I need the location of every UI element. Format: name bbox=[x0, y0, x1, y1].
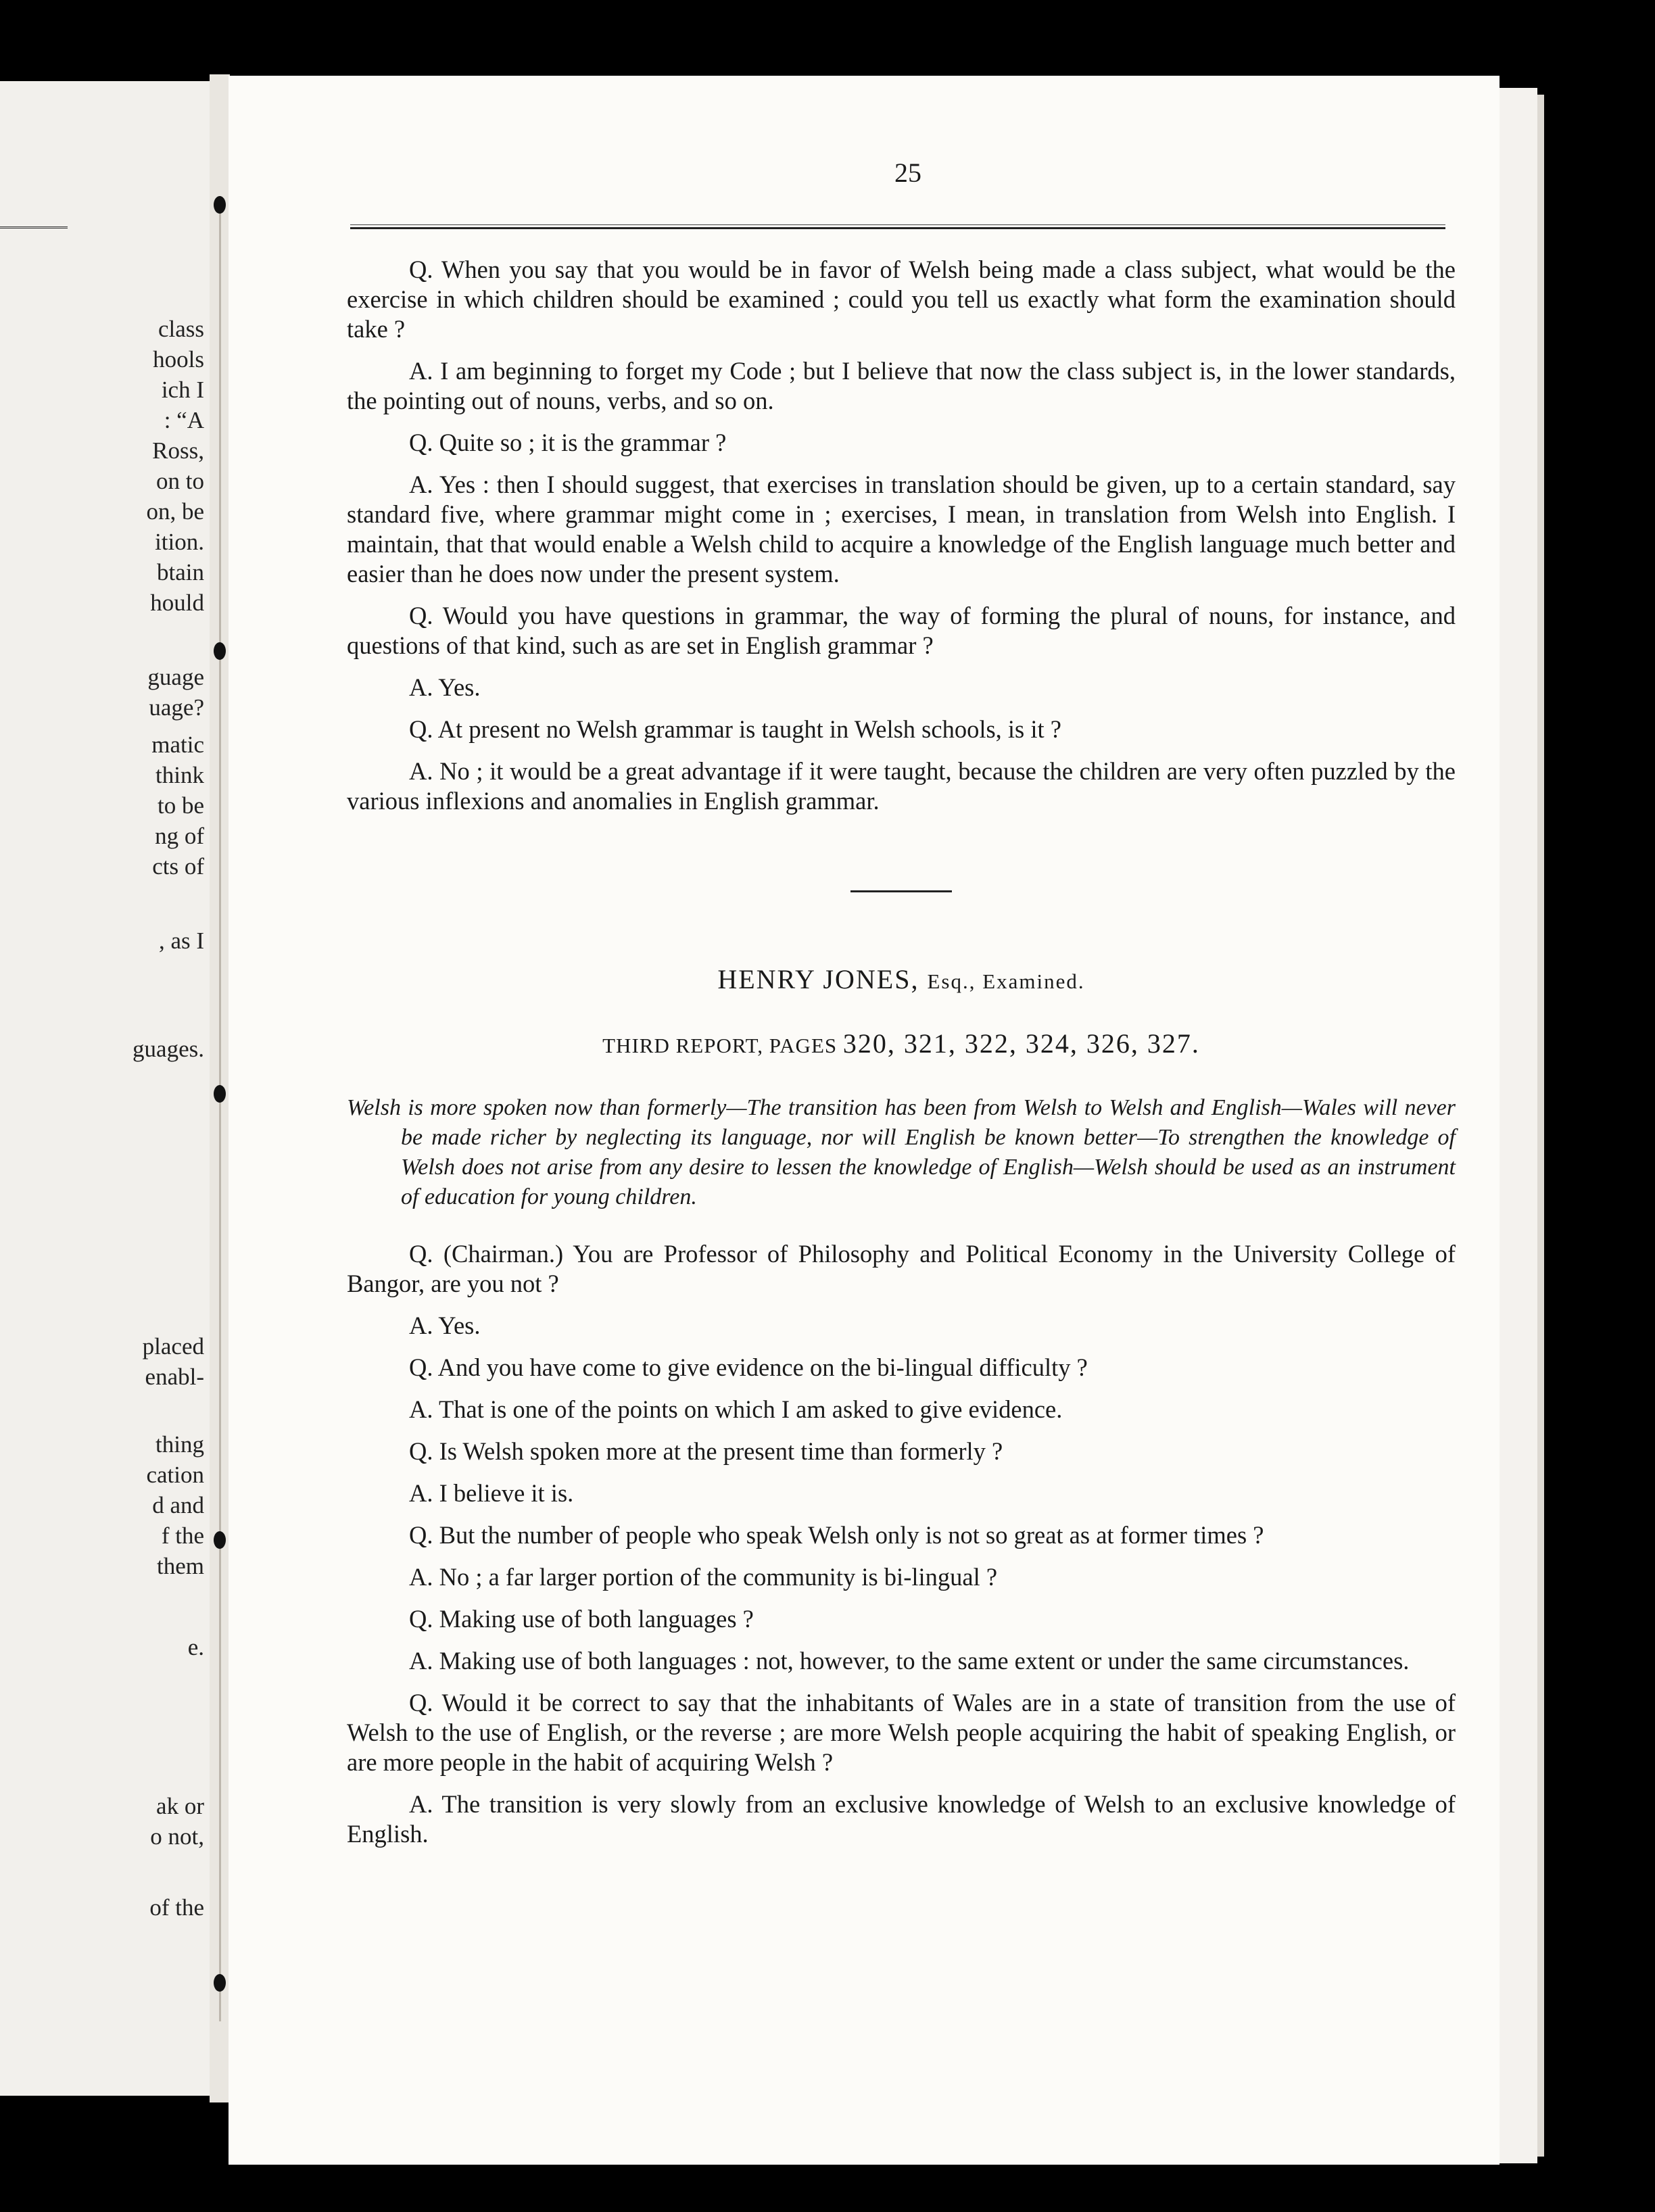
binding-knot bbox=[214, 1974, 226, 1992]
facing-page-fragment: on, be bbox=[146, 498, 204, 525]
page-number: 25 bbox=[894, 158, 921, 188]
qa-paragraph: A. Yes : then I should suggest, that exercises in translation should be given, up to a certain standard, say standard five, where grammar might come in ; exercises, I mean, in translation from Welsh into English. I maintain, that that would enable a Welsh child to acquire a knowledge of the English language much better and easier than he does now under the present system. bbox=[347, 471, 1456, 587]
facing-page bbox=[0, 81, 210, 2096]
facing-page-fragment: enabl- bbox=[145, 1364, 204, 1390]
binding-thread bbox=[219, 196, 221, 2021]
book-binding bbox=[210, 74, 230, 2102]
facing-page-fragment: f the bbox=[161, 1522, 204, 1549]
page-edge-shadow bbox=[1537, 95, 1544, 2157]
facing-page-fragment: cts of bbox=[152, 853, 204, 880]
facing-page-fragment: ition. bbox=[155, 529, 204, 555]
facing-page-fragment: placed bbox=[142, 1333, 204, 1360]
report-pages: 320, 321, 322, 324, 326, 327. bbox=[842, 1028, 1200, 1059]
facing-page-fragment: to be bbox=[157, 792, 204, 819]
binding-knot bbox=[214, 1531, 226, 1549]
facing-page-fragment: e. bbox=[187, 1634, 204, 1660]
qa-paragraph: Q. Would you have questions in grammar, the way of forming the plural of nouns, for instance, and questions of that kind, such as are set in English grammar ? bbox=[347, 602, 1456, 659]
facing-page-fragment: ich I bbox=[161, 377, 204, 403]
facing-page-fragment: Ross, bbox=[152, 437, 204, 464]
qa-paragraph: A. Making use of both languages : not, however, to the same extent or under the same circumstances. bbox=[409, 1647, 1410, 1675]
report-prefix: THIRD REPORT, PAGES bbox=[602, 1034, 838, 1057]
facing-page-fragment: think bbox=[155, 762, 204, 788]
qa-paragraph: Q. But the number of people who speak Welsh only is not so great as at former times ? bbox=[409, 1521, 1264, 1549]
facing-page-fragment: guages. bbox=[133, 1036, 204, 1062]
facing-page-fragment: thing bbox=[155, 1431, 204, 1458]
binding-knot bbox=[214, 196, 226, 214]
section-summary: Welsh is more spoken now than formerly—The transition has been from Welsh to Welsh and English—Wales will never be made richer by neglecting its language, nor will English be known better—To strengthen the knowledge of Welsh does not arise from any desire to lessen the knowledge of English—Welsh should be used as an instrument of education for young children. bbox=[347, 1095, 1456, 1209]
title-suffix: Esq., Examined. bbox=[927, 969, 1085, 993]
report-reference bbox=[347, 1028, 1456, 1059]
facing-page-fragment: guage bbox=[147, 664, 204, 690]
qa-paragraph: A. Yes. bbox=[409, 673, 481, 701]
qa-block-1 bbox=[347, 255, 1456, 816]
qa-paragraph: A. The transition is very slowly from an exclusive knowledge of Welsh to an exclusive knowledge of English. bbox=[347, 1790, 1456, 1848]
qa-paragraph: A. I believe it is. bbox=[409, 1479, 574, 1507]
facing-page-fragment: ak or bbox=[156, 1793, 204, 1819]
qa-paragraph: Q. Quite so ; it is the grammar ? bbox=[409, 429, 727, 456]
binding-knot bbox=[214, 642, 226, 660]
facing-page-fragment: o not, bbox=[150, 1823, 204, 1850]
facing-page-fragment: d and bbox=[152, 1492, 204, 1518]
facing-page-fragment: , as I bbox=[158, 928, 204, 954]
witness-name: HENRY JONES, bbox=[717, 964, 919, 994]
section-title bbox=[347, 963, 1456, 995]
qa-paragraph: Q. And you have come to give evidence on the bi-lingual difficulty ? bbox=[409, 1353, 1088, 1381]
qa-paragraph: Q. (Chairman.) You are Professor of Philosophy and Political Economy in the University College of Bangor, are you not ? bbox=[347, 1240, 1456, 1297]
qa-paragraph: A. I am beginning to forget my Code ; but I believe that now the class subject is, in the lower standards, the pointing out of nouns, verbs, and so on. bbox=[347, 357, 1456, 414]
binding-knot bbox=[214, 1085, 226, 1103]
document-page bbox=[229, 76, 1500, 2165]
qa-paragraph: Q. Making use of both languages ? bbox=[409, 1605, 754, 1633]
facing-page-fragment: on to bbox=[156, 468, 204, 494]
facing-page-fragment: them bbox=[157, 1553, 204, 1579]
qa-paragraph: Q. When you say that you would be in favor of Welsh being made a class subject, what would be the exercise in which children should be examined ; could you tell us exactly what form the examination should take ? bbox=[347, 256, 1456, 343]
facing-page-rule bbox=[0, 226, 68, 229]
facing-page-fragment: matic bbox=[151, 731, 204, 758]
section-divider bbox=[850, 890, 952, 892]
qa-paragraph: A. That is one of the points on which I am asked to give evidence. bbox=[409, 1395, 1063, 1423]
facing-page-fragment: class bbox=[158, 316, 204, 342]
facing-page-fragment: cation bbox=[146, 1462, 204, 1488]
header-rule bbox=[350, 224, 1445, 229]
facing-page-fragment: btain bbox=[157, 559, 204, 585]
qa-paragraph: A. No ; a far larger portion of the community is bi-lingual ? bbox=[409, 1563, 998, 1591]
facing-page-fragment: hools bbox=[153, 346, 204, 372]
facing-page-fragment: ng of bbox=[155, 823, 204, 849]
qa-block-2 bbox=[347, 1239, 1456, 1849]
facing-page-fragment: hould bbox=[150, 590, 204, 616]
facing-page-fragment: uage? bbox=[149, 694, 204, 721]
qa-paragraph: Q. At present no Welsh grammar is taught in Welsh schools, is it ? bbox=[409, 715, 1061, 743]
page-content bbox=[347, 255, 1456, 1861]
qa-paragraph: Q. Would it be correct to say that the inhabitants of Wales are in a state of transition from the use of Welsh to the use of English, or the reverse ; are more Welsh people acquiring the habit of speaking English, or are more people in the habit of acquiring Welsh ? bbox=[347, 1689, 1456, 1776]
page-edge bbox=[1500, 88, 1537, 2163]
qa-paragraph: A. No ; it would be a great advantage if it were taught, because the children are very often puzzled by the various inflexions and anomalies in English grammar. bbox=[347, 757, 1456, 815]
facing-page-fragment: : “A bbox=[164, 407, 204, 433]
facing-page-fragment: of the bbox=[149, 1894, 204, 1921]
qa-paragraph: A. Yes. bbox=[409, 1312, 481, 1339]
qa-paragraph: Q. Is Welsh spoken more at the present time than formerly ? bbox=[409, 1437, 1003, 1465]
